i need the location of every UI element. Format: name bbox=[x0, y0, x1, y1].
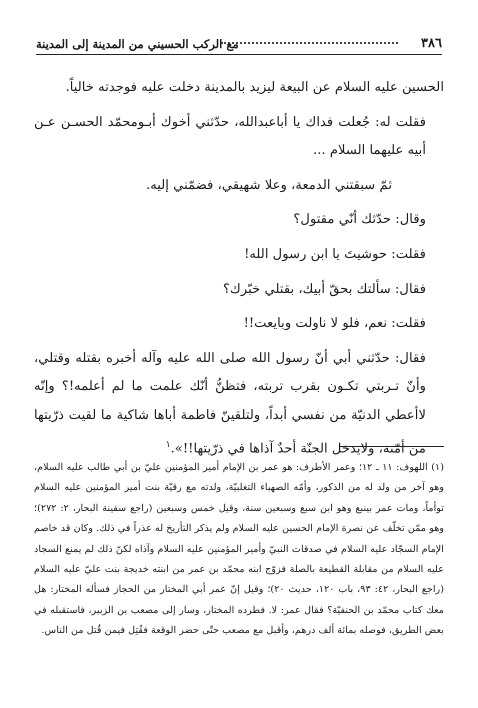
paragraph: فقلت له: جُعلت فداك يا أباعبدالله، حدّثني أخوك أبـومحمّد الحسـن عـن أبيه عليهما السلام ... bbox=[34, 114, 426, 159]
dialog-line: ثمّ سبقتني الدمعة، وعلا شهيقي، فضمّني إليه. bbox=[146, 177, 392, 193]
paragraph-text: فقال: حدّثني أبي أنّ رسول الله صلى الله عليه وآله أخبره بقتله وقتلي، وأنّ تـربتي تكـون بقرب تربته، فتظنُّ أنّك علمت ما لم أعلمه!؟ وإنّه لاأعطي الدنيّة من نفسي أبداً، ولتلقينّ فاطمة أباها شاكية ما لقيت ذرّيتها من أمّته، ولايدخل الجنّة أحدٌ آذاها في ذرّيتها!!». bbox=[34, 350, 426, 456]
footnotes bbox=[34, 458, 444, 642]
dialog-line: فقلت: نعم، فلو لا ناولت وبايعت!! bbox=[243, 316, 426, 332]
dialog-line: وقال: حدّثك أنّي مقتول؟ bbox=[293, 212, 426, 228]
footnote-separator bbox=[340, 446, 444, 447]
page-number: ٣٨٦ bbox=[421, 36, 442, 51]
footnote: (١) اللهوف: ١١ ـ ١٢؛ وعمر الأطرف: هو عمر بن الإمام أمير المؤمنين عليّ بن أبي طالب عليه السلام، وهو آخر من ولد له من الذكور، وأمّه الصهباء التغلبيّة، ولدته مع رقيّة بنت أمير المؤمنين عليه السلام توأماً، ومات عمر بينبع وهو ابن سبع وسبعين سنة، وقيل خمس وسبعين (راجع سفينة البحار، ٢: ٢٧٢)؛ وهو ممّن تخلّف عن نصرة الإمام الحسين عليه السلام ولم يذكر التأريخ له عذراً في ذلك. وكان قد خاصم الإمام السجّاد عليه السلام في صدقات النبيّ وأمير المؤمنين عليه السلام وآذاه لكنّ ذلك لم يمنع السجاد عليه السلام من مقابلة القطيعة بالصلة فزوّج ابنه محمّد بن عمر من ابنته خديجة بنت عليّ عليه السلام (راجع البحار، ٤٢: ٩٣، باب ١٢٠، حديث ٢٠)؛ وقيل إنّ عمر أبي المختار من الحجاز فسأله المختار: هل معك كتاب محمّد بن الحنفيّة؟ فقال عمر: لا. فطرده المختار، وسار إلى مصعب بن الزبير، فاستقبله في بعض الطريق، فوصله بمائة ألف درهم، وأقبل مع مصعب حتّى حضر الوقعة فقُتِل فيمن قُتل من الناس. bbox=[34, 462, 444, 637]
main-text bbox=[34, 74, 444, 464]
header-leader-dots bbox=[221, 42, 398, 44]
page-header bbox=[36, 34, 442, 55]
footnote-reference[interactable]: ١ bbox=[165, 439, 171, 450]
running-title: مع الركب الحسيني من المدينة إلى المدينة bbox=[36, 37, 239, 51]
dialog-line: فقلت: حوشيتَ يا ابن رسول الله! bbox=[244, 246, 426, 262]
paragraph: الحسين عليه السلام عن البيعة ليزيد بالمدينة دخلت عليه فوجدته خالياً. bbox=[65, 80, 444, 95]
dialog-line: فقال: سألتك بحقّ أبيك، بقتلي خبّرك؟ bbox=[223, 281, 426, 297]
